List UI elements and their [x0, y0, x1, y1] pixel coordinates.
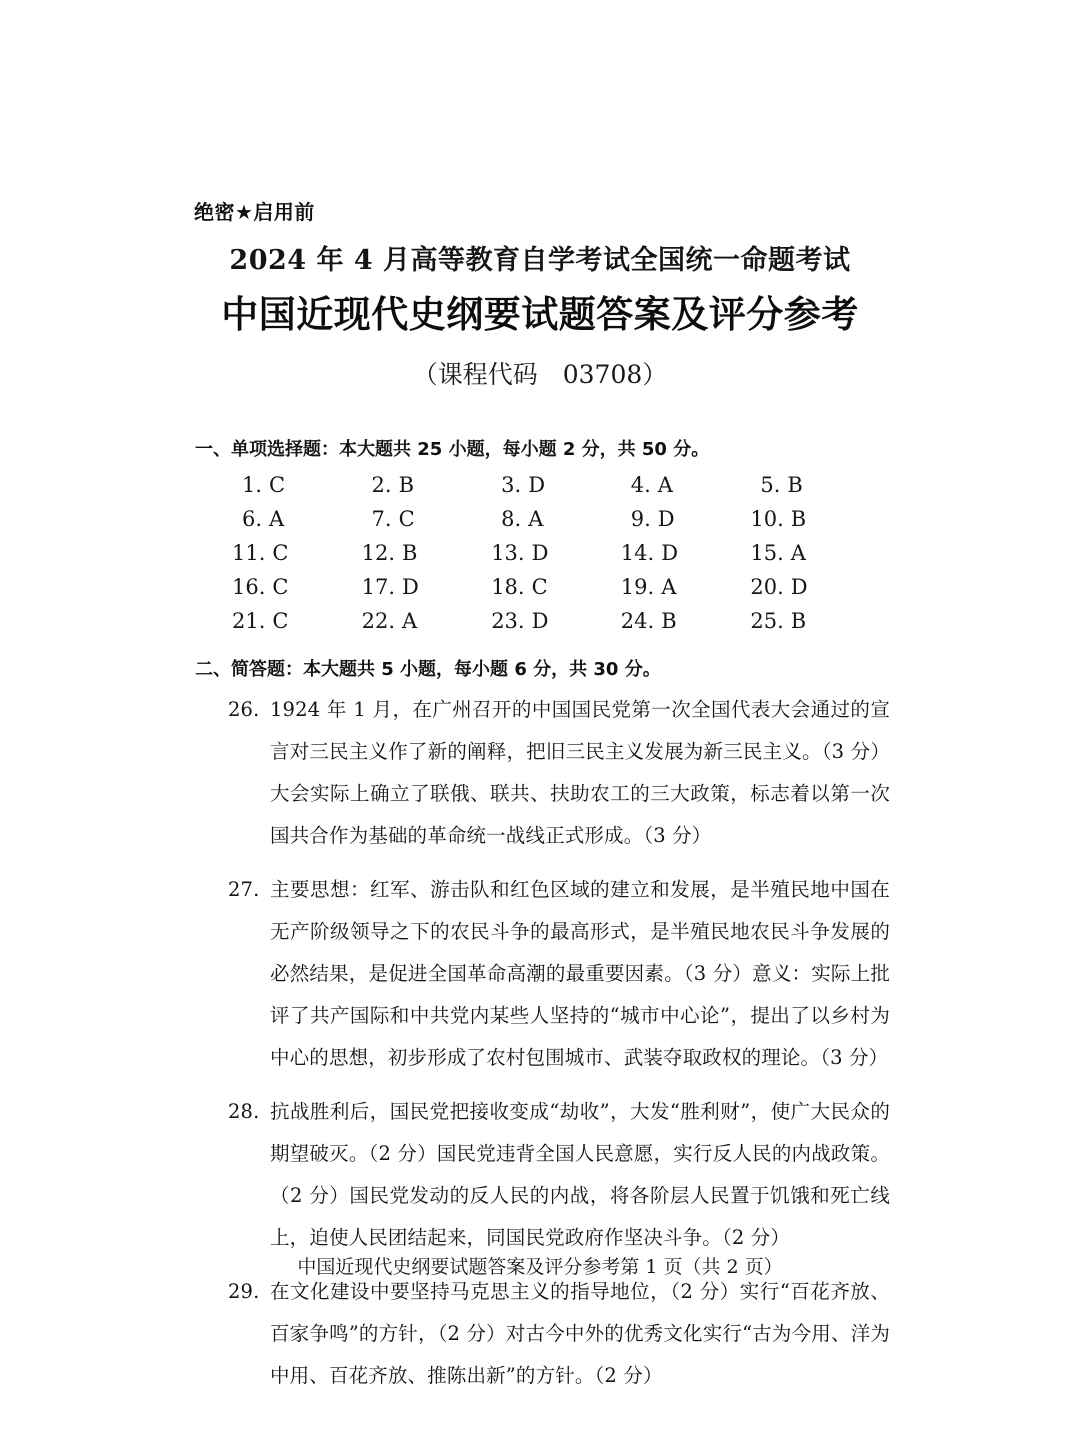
- question-number: 11.: [232, 541, 266, 565]
- list-item: [228, 689, 890, 857]
- answer-cell: [362, 604, 492, 638]
- table-row: [232, 604, 880, 638]
- list-item: [228, 869, 890, 1079]
- answer-option: B: [790, 609, 807, 633]
- answer-option: C: [272, 541, 289, 565]
- answer-option: A: [269, 507, 285, 531]
- confidential-marking: 绝密★启用前: [194, 200, 315, 224]
- answer-cell: [491, 604, 621, 638]
- answer-cell: [621, 468, 751, 502]
- title-block: [90, 243, 990, 392]
- page-title: 中国近现代史纲要试题答案及评分参考: [221, 292, 859, 336]
- answer-option: B: [402, 541, 418, 565]
- question-number: 27.: [228, 878, 260, 901]
- answer-option: A: [528, 507, 544, 531]
- short-answer-list: [228, 689, 890, 1409]
- answer-cell: [750, 502, 880, 536]
- answer-option: D: [657, 507, 675, 531]
- question-number: 29.: [228, 1280, 260, 1303]
- question-number: 26.: [228, 698, 260, 721]
- answer-cell: [362, 570, 492, 604]
- answer-option: C: [269, 473, 286, 497]
- answer-cell: [491, 502, 621, 536]
- answer-cell: [362, 536, 492, 570]
- question-number: 7.: [371, 507, 392, 531]
- answer-cell: [621, 570, 751, 604]
- answer-cell: [750, 468, 880, 502]
- question-number: 22.: [361, 609, 395, 633]
- answer-text: 在文化建设中要坚持马克思主义的指导地位，（2 分）实行“百花齐放、百家争鸣”的方针，（2 分）对古今中外的优秀文化实行“古为今用、洋为中用、百花齐放、推陈出新”的方针。（2 分）: [270, 1280, 890, 1387]
- answer-option: D: [528, 473, 546, 497]
- question-number: 2.: [371, 473, 392, 497]
- question-number: 20.: [750, 575, 784, 599]
- answer-cell: [362, 468, 492, 502]
- answer-option: D: [531, 541, 549, 565]
- answer-cell: [232, 502, 362, 536]
- table-row: [232, 536, 880, 570]
- answer-cell: [621, 604, 751, 638]
- question-number: 24.: [620, 609, 655, 633]
- answer-option: A: [402, 609, 418, 633]
- list-item: [228, 1091, 890, 1259]
- question-number: 12.: [361, 541, 395, 565]
- question-number: 19.: [620, 575, 655, 599]
- answer-text: 1924 年 1 月，在广州召开的中国国民党第一次全国代表大会通过的宣言对三民主义作了新的阐释，把旧三民主义发展为新三民主义。（3 分）大会实际上确立了联俄、联共、扶助农工的三大政策，标志着以第一次国共合作为基础的革命统一战线正式形成。（3 分）: [270, 698, 890, 847]
- answer-option: B: [787, 473, 803, 497]
- question-number: 3.: [501, 473, 522, 497]
- question-number: 15.: [750, 541, 784, 565]
- course-code: （课程代码 03708）: [412, 360, 668, 389]
- answer-option: C: [531, 575, 548, 599]
- answer-cell: [750, 570, 880, 604]
- page-footer: 中国近现代史纲要试题答案及评分参考第 1 页（共 2 页）: [297, 1256, 783, 1278]
- answer-cell: [232, 468, 362, 502]
- question-number: 4.: [630, 473, 651, 497]
- answer-key-grid: [232, 468, 880, 638]
- table-row: [232, 468, 880, 502]
- answer-option: C: [272, 609, 289, 633]
- question-number: 9.: [630, 507, 651, 531]
- answer-option: D: [661, 541, 679, 565]
- answer-option: B: [661, 609, 677, 633]
- question-number: 8.: [501, 507, 522, 531]
- answer-cell: [491, 536, 621, 570]
- answer-cell: [750, 604, 880, 638]
- answer-cell: [621, 536, 751, 570]
- question-number: 25.: [750, 609, 784, 633]
- answer-text: 主要思想：红军、游击队和红色区域的建立和发展，是半殖民地中国在无产阶级领导之下的农民斗争的最高形式，是半殖民地农民斗争发展的必然结果，是促进全国革命高潮的最重要因素。（3 分）意义：实际上批评了共产国际和中共党内某些人坚持的“城市中心论”，提出了以乡村为中心的思想，初步形成了农村包围城市、武装夺取政权的理论。（3 分）: [270, 878, 890, 1069]
- answer-option: C: [272, 575, 289, 599]
- question-number: 17.: [361, 575, 395, 599]
- answer-option: A: [790, 541, 806, 565]
- question-number: 13.: [491, 541, 525, 565]
- question-number: 10.: [750, 507, 784, 531]
- answer-option: D: [531, 609, 549, 633]
- answer-option: B: [790, 507, 807, 531]
- question-number: 6.: [241, 507, 262, 531]
- answer-cell: [362, 502, 492, 536]
- question-number: 5.: [760, 473, 781, 497]
- answer-option: B: [398, 473, 415, 497]
- question-number: 18.: [491, 575, 525, 599]
- answer-cell: [232, 604, 362, 638]
- answer-option: D: [790, 575, 808, 599]
- answer-cell: [621, 502, 751, 536]
- question-number: 21.: [232, 609, 266, 633]
- question-number: 23.: [491, 609, 525, 633]
- answer-cell: [750, 536, 880, 570]
- table-row: [232, 502, 880, 536]
- question-number: 16.: [232, 575, 266, 599]
- answer-option: C: [398, 507, 415, 531]
- answer-option: A: [661, 575, 677, 599]
- question-number: 14.: [620, 541, 655, 565]
- answer-cell: [491, 468, 621, 502]
- question-number: 1.: [241, 473, 262, 497]
- table-row: [232, 570, 880, 604]
- answer-text: 抗战胜利后，国民党把接收变成“劫收”，大发“胜利财”，使广大民众的期望破灭。（2 分）国民党违背全国人民意愿，实行反人民的内战政策。（2 分）国民党发动的反人民的内战，将各阶层人民置于饥饿和死亡线上，迫使人民团结起来，同国民党政府作坚决斗争。（2 分）: [270, 1100, 890, 1249]
- list-item: [228, 1271, 890, 1397]
- answer-cell: [232, 570, 362, 604]
- answer-option: D: [402, 575, 419, 599]
- answer-cell: [491, 570, 621, 604]
- exam-subtitle: 2024 年 4 月高等教育自学考试全国统一命题考试: [229, 245, 851, 276]
- section-heading-multiple-choice: 一、单项选择题：本大题共 25 小题，每小题 2 分，共 50 分。: [195, 439, 710, 460]
- answer-cell: [232, 536, 362, 570]
- section-heading-short-answer: 二、简答题：本大题共 5 小题，每小题 6 分，共 30 分。: [195, 659, 661, 680]
- question-number: 28.: [228, 1100, 260, 1123]
- answer-option: A: [657, 473, 673, 497]
